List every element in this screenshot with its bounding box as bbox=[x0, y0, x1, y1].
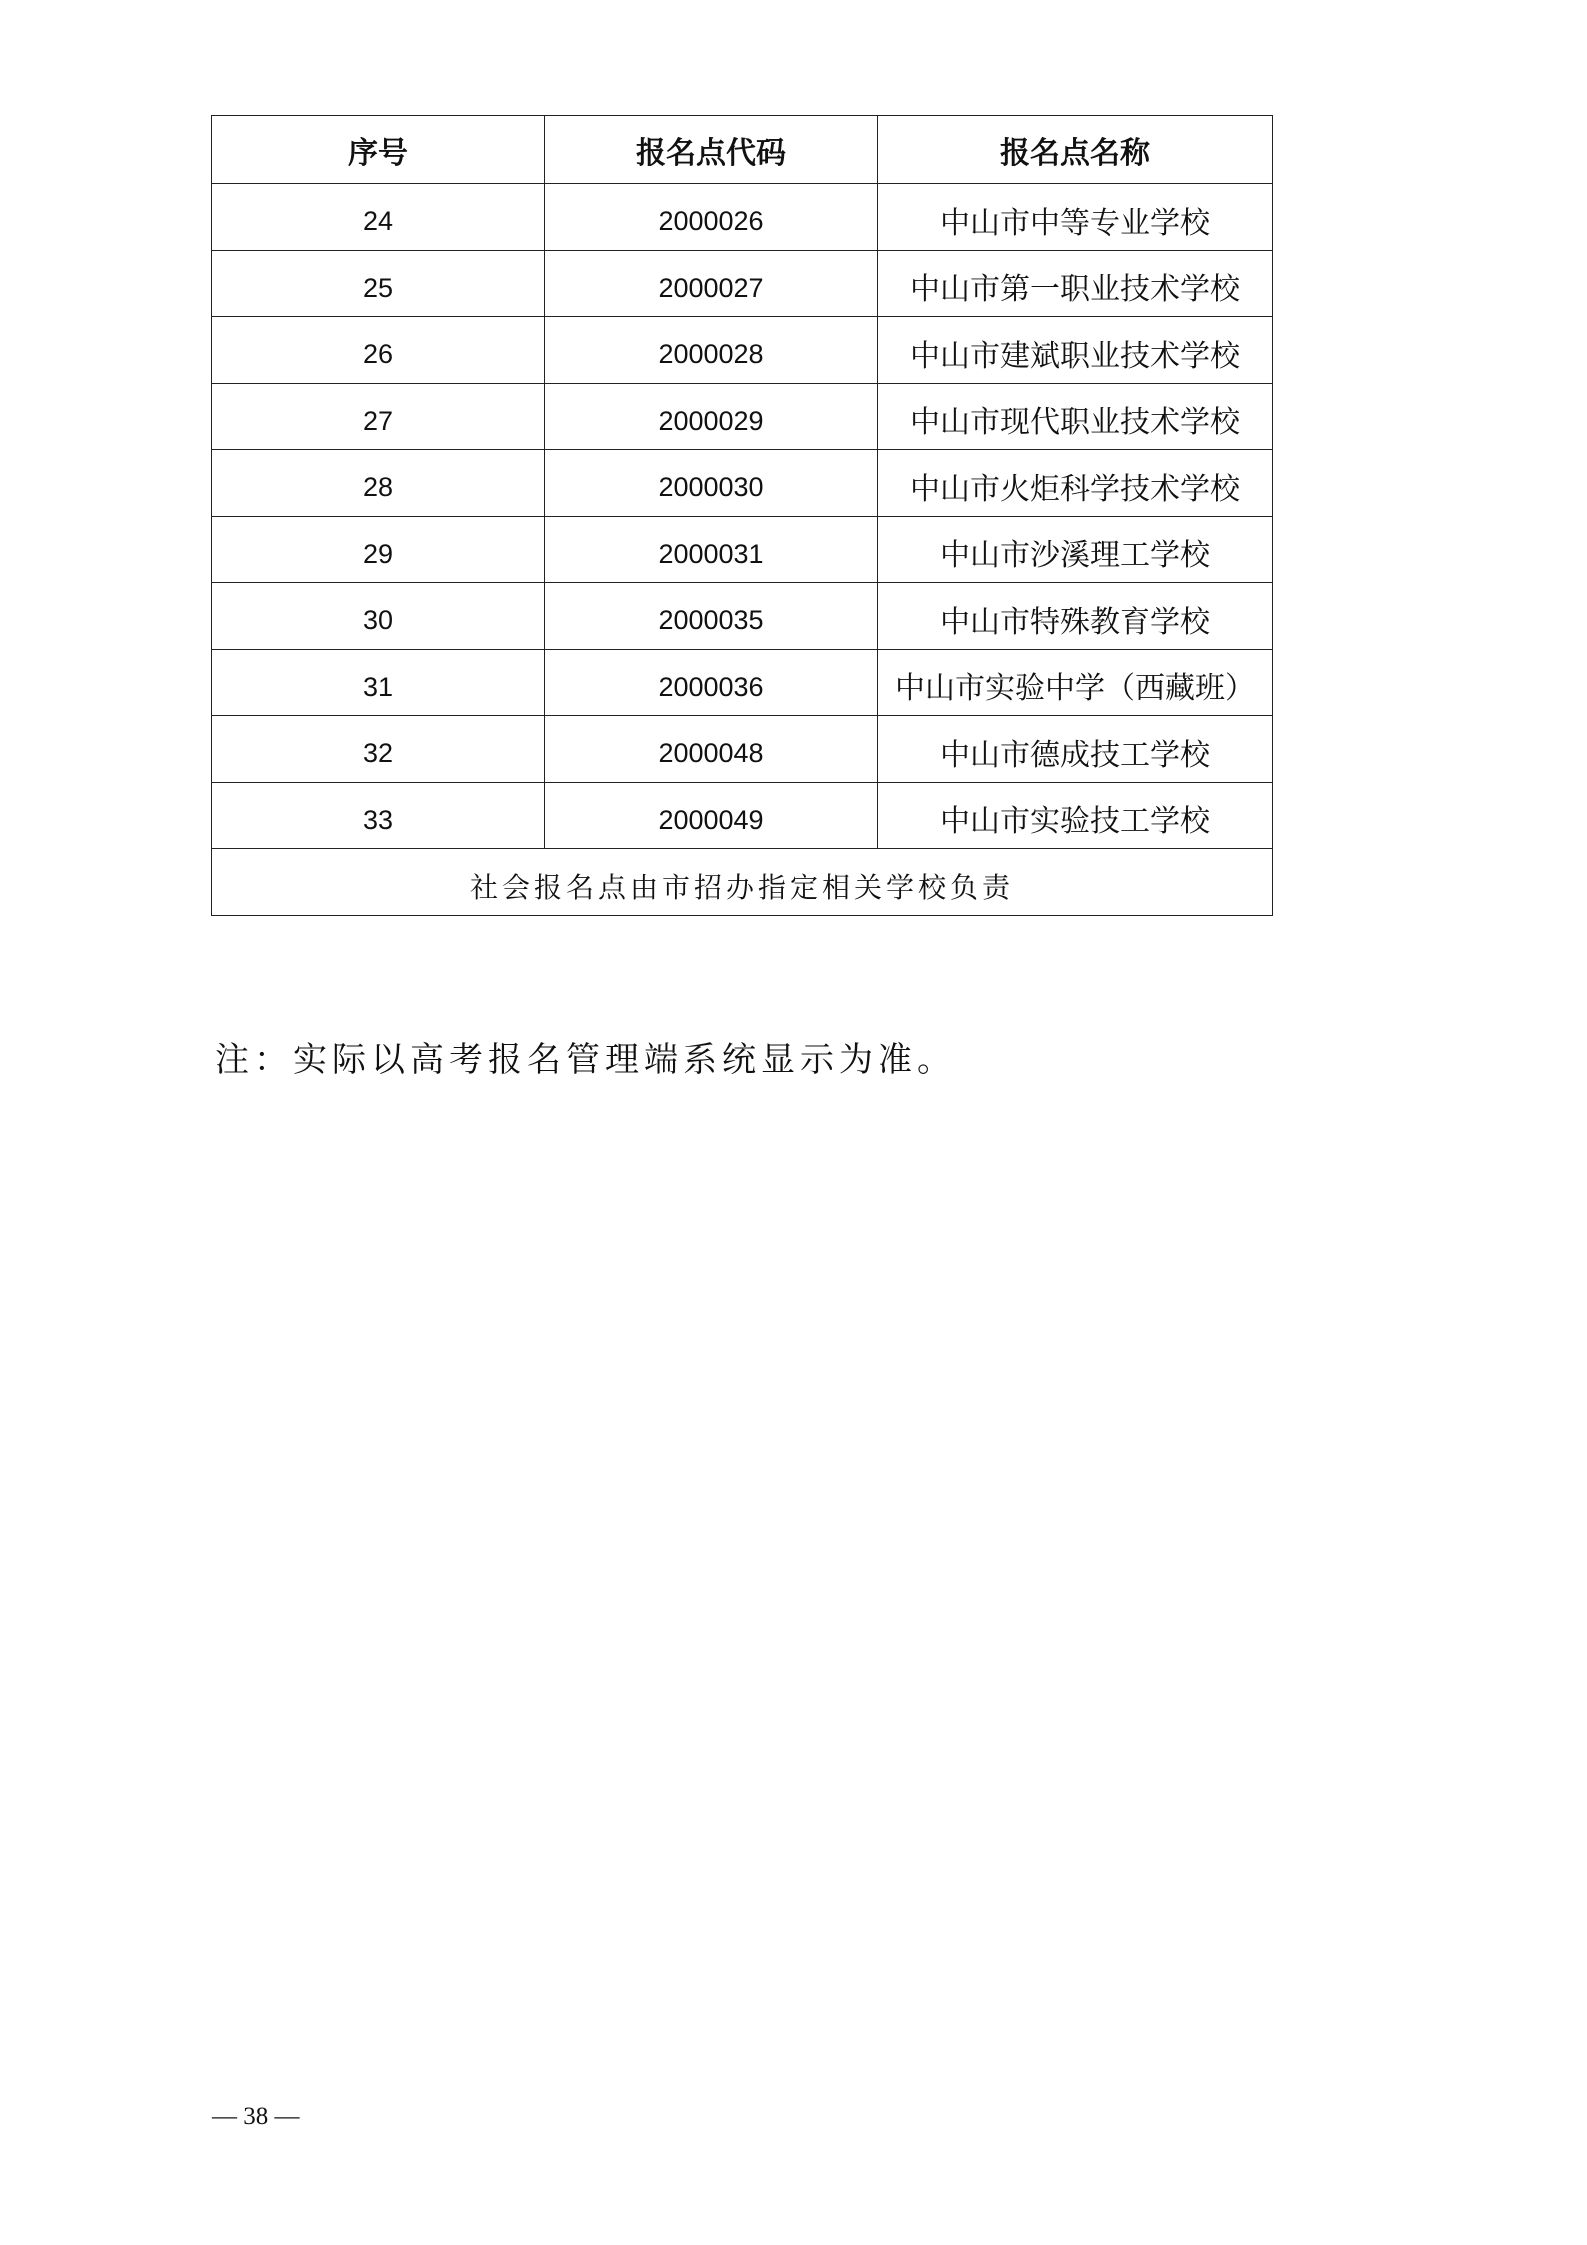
row-code: 2000049 bbox=[545, 782, 878, 849]
row-name: 中山市中等专业学校 bbox=[878, 184, 1273, 251]
row-name: 中山市第一职业技术学校 bbox=[878, 250, 1273, 317]
table-footer-row bbox=[212, 849, 1273, 916]
table-row bbox=[212, 782, 1273, 849]
header-name: 报名点名称 bbox=[878, 116, 1273, 184]
row-name: 中山市沙溪理工学校 bbox=[878, 516, 1273, 583]
row-name: 中山市现代职业技术学校 bbox=[878, 383, 1273, 450]
row-index: 31 bbox=[212, 649, 545, 716]
table-row bbox=[212, 383, 1273, 450]
row-code: 2000027 bbox=[545, 250, 878, 317]
row-code: 2000035 bbox=[545, 583, 878, 650]
row-index: 33 bbox=[212, 782, 545, 849]
table-row bbox=[212, 649, 1273, 716]
row-index: 24 bbox=[212, 184, 545, 251]
table-row bbox=[212, 516, 1273, 583]
row-code: 2000036 bbox=[545, 649, 878, 716]
row-name: 中山市德成技工学校 bbox=[878, 716, 1273, 783]
remark-text: 注：实际以高考报名管理端系统显示为准。 bbox=[215, 1040, 956, 1080]
row-index: 30 bbox=[212, 583, 545, 650]
row-index: 29 bbox=[212, 516, 545, 583]
table-row bbox=[212, 184, 1273, 251]
social-registration-note: 社会报名点由市招办指定相关学校负责 bbox=[212, 849, 1273, 916]
row-name: 中山市火炬科学技术学校 bbox=[878, 450, 1273, 517]
row-code: 2000029 bbox=[545, 383, 878, 450]
table-row bbox=[212, 450, 1273, 517]
header-index: 序号 bbox=[212, 116, 545, 184]
registration-points-table bbox=[211, 115, 1273, 916]
row-name: 中山市建斌职业技术学校 bbox=[878, 317, 1273, 384]
row-index: 25 bbox=[212, 250, 545, 317]
row-name: 中山市特殊教育学校 bbox=[878, 583, 1273, 650]
row-code: 2000030 bbox=[545, 450, 878, 517]
row-code: 2000028 bbox=[545, 317, 878, 384]
row-index: 26 bbox=[212, 317, 545, 384]
table-row bbox=[212, 250, 1273, 317]
row-name: 中山市实验技工学校 bbox=[878, 782, 1273, 849]
page-number: — 38 — bbox=[212, 2103, 300, 2130]
row-index: 32 bbox=[212, 716, 545, 783]
table-row bbox=[212, 716, 1273, 783]
row-code: 2000031 bbox=[545, 516, 878, 583]
header-code: 报名点代码 bbox=[545, 116, 878, 184]
row-name: 中山市实验中学（西藏班） bbox=[878, 649, 1273, 716]
row-code: 2000026 bbox=[545, 184, 878, 251]
table-row bbox=[212, 317, 1273, 384]
row-code: 2000048 bbox=[545, 716, 878, 783]
table-header-row bbox=[212, 116, 1273, 184]
row-index: 28 bbox=[212, 450, 545, 517]
table-row bbox=[212, 583, 1273, 650]
row-index: 27 bbox=[212, 383, 545, 450]
